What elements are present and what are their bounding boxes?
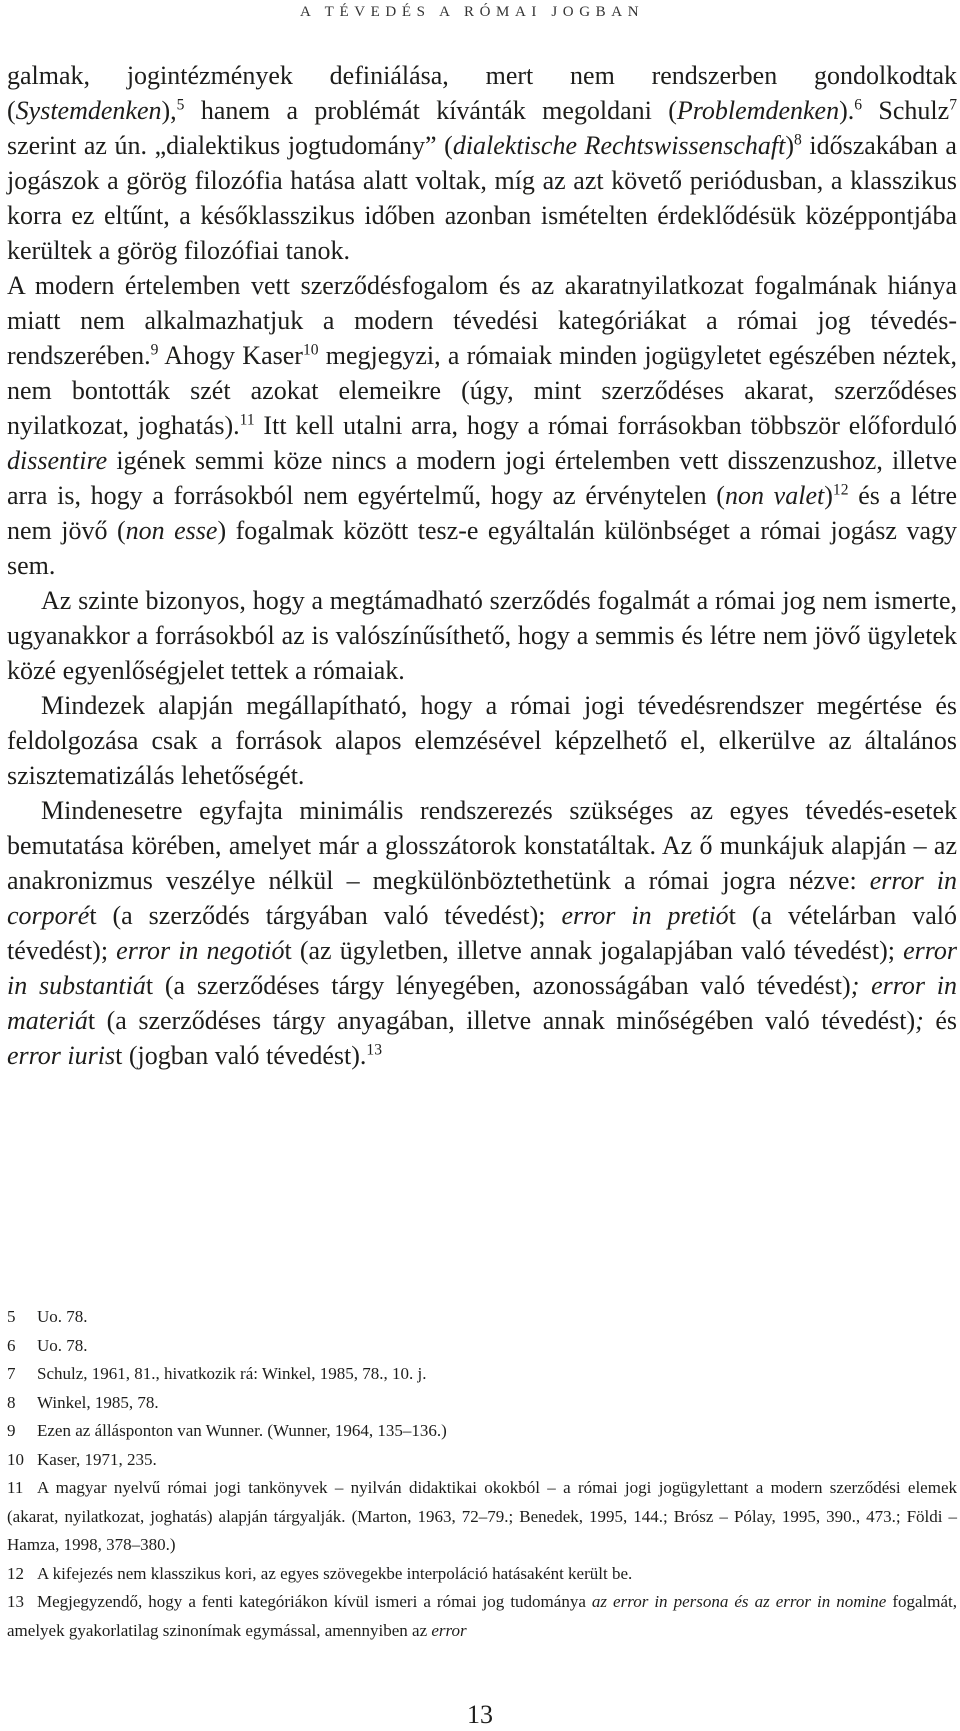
footnote-text: Kaser, 1971, 235. [37,1449,157,1469]
footnote-number: 9 [7,1421,16,1440]
page-number: 13 [467,1700,493,1729]
footnote-ref-9[interactable]: 9 [150,341,159,359]
footnote-number: 10 [7,1449,24,1469]
paragraph-3: Az szinte bizonyos, hogy a megtámadható szerződés fogalmát a római jog nem ismerte, ugyanakkor a forrásokból az is valószínűsíthető, hogy a semmis és létre nem jövő ügyletek közé egyenlőségjelet tettek a rómaiak. [7,586,957,685]
text-run: időszakában a jogászok a görög filozófia hatása alatt voltak, míg az azt követő periódusban, a klasszikus korra ez eltűnt, a későklasszikus időben azonban ismételten érdeklődésük középpontjába kerültek a görög filozófiai tanok. [7,131,957,265]
italic-term: dissentire [7,446,108,475]
italic-term: error in corporé [7,866,957,930]
footnote [7,1588,957,1645]
text-run: Ahogy Kaser [158,341,303,370]
paragraph-1 [7,58,957,268]
footnote-text: Uo. 78. [37,1307,88,1326]
footnote-number: 13 [7,1592,24,1611]
footnote-text: A kifejezés nem klasszikus kori, az egyes szövegekbe interpoláció hatásaként került be. [37,1563,633,1583]
footnote-text: Uo. 78. [37,1335,88,1355]
text-run: Schulz [862,96,950,125]
text-run: hanem a problémát kívánták megoldani ( [184,96,677,125]
footnote-ref-6[interactable]: 6 [854,96,863,114]
footnote-number: 8 [7,1392,16,1412]
footnote-ref-7[interactable]: 7 [949,96,957,114]
footnote [7,1389,957,1418]
running-header: A TÉVEDÉS A RÓMAI JOGBAN [300,4,645,20]
footnote-ref-12[interactable]: 12 [832,481,849,499]
text-run: t (az ügyletben, illetve annak jogalapjában való tévedést); [284,936,904,965]
text-run: Mindenesetre egyfajta minimális rendszerezés szükséges az egyes tévedés-esetek bemutatása körében, amelyet már a glosszátorok konstatáltak. Az ő munkájuk alapján – az anakronizmus veszélye nélkül – megkülönböztethetünk a római jogra nézve: [7,796,957,895]
italic-term: error in negotió [116,936,285,965]
text-run: és [923,1006,957,1035]
text-run: t (a szerződés tárgyában való tévedést); [89,901,562,930]
italic-term: dialektische Rechtswissenschaft [452,131,786,160]
text-run: és a létre nem jövő ( [7,481,958,545]
footnote-ref-8[interactable]: 8 [793,131,802,149]
footnotes [7,1303,957,1645]
italic-term: error in substantiá [7,936,957,1000]
text-run: Itt kell utalni arra, hogy a római forrásokban többször előforduló [254,411,957,440]
footnote [7,1474,957,1560]
footnote-ref-13[interactable]: 13 [366,1041,382,1059]
footnote-ref-5[interactable]: 5 [176,96,185,114]
italic-term: ; [915,1006,924,1035]
footnote-ref-11[interactable]: 11 [239,411,255,429]
main-text [7,58,957,1073]
text-run: ). [839,96,855,125]
footnote-text: Ezen az állásponton van Wunner. (Wunner, 1964, 135–136.) [37,1421,447,1440]
footnote-text: fogalmát, amelyek gyakorlatilag szinonímak egymással, amennyiben az [7,1592,958,1640]
paragraph-4: Mindezek alapján megállapítható, hogy a római jogi tévedésrendszer megértése és feldolgozása csak a források alapos elemzésével képzelhető el, elkerülve az általános szisztematizálás lehetőségét. [7,691,957,790]
italic-term: non esse [125,516,218,545]
footnote [7,1360,957,1389]
text-run: t (jogban való tévedést). [115,1041,367,1070]
footnote-text: Schulz, 1961, 81., hivatkozik rá: Winkel, 1985, 78., 10. j. [37,1364,427,1383]
footnote [7,1303,957,1332]
italic-term: non valet [724,481,825,510]
paragraph-5 [7,793,957,1073]
text-run: megjegyzi, a rómaiak minden jogügyletet egészében néztek, nem bontották szét azokat elemeikre (úgy, mint szerződéses akarat, szerződéses nyilatkozat, joghatás). [7,341,957,440]
text-run: t (a szerződéses tárgy anyagában, illetve annak minőségében való tévedést) [87,1006,916,1035]
footnote-ref-10[interactable]: 10 [302,341,319,359]
text-run: ) fogalmak között tesz-e egyáltalán különbséget a római jogász vagy sem. [7,516,957,580]
text-run: galmak, jogintézmények definiálása, mert nem rendszerben gondolkodtak ( [7,61,957,125]
italic-term: error iuris [7,1041,116,1070]
text-run: ) [824,481,833,510]
text-run: A modern értelemben vett szerződésfogalom és az akaratnyilatkozat fogalmának hiánya miatt nem alkalmazhatjuk a modern tévedési kategóriákat a római jog tévedés-rendszerében. [7,271,957,370]
footnote [7,1417,957,1446]
footnote-number: 5 [7,1307,16,1326]
italic-term: Systemdenken [15,96,162,125]
footnote-text: Winkel, 1985, 78. [37,1392,159,1412]
italic-term: error [431,1620,467,1640]
italic-term: error in pretió [561,901,729,930]
footnote-number: 11 [7,1478,24,1497]
text-run: igének semmi köze nincs a modern jogi értelemben vett disszenzushoz, illetve arra is, hogy a forrásokból nem egyértelmű, hogy az érvénytelen ( [7,446,957,510]
italic-term: ; error in materiá [7,971,958,1035]
italic-term: Problemdenken [676,96,840,125]
footnote [7,1332,957,1361]
footnote-number: 7 [7,1364,16,1383]
text-run: ) [785,131,794,160]
text-run: t (a szerződéses tárgy lényegében, azonosságában való tévedést) [145,971,851,1000]
footnote [7,1446,957,1475]
text-run: t (a vételárban való tévedést); [7,901,958,965]
footnote-number: 6 [7,1335,16,1355]
footnote-number: 12 [7,1563,24,1583]
footnote [7,1560,957,1589]
paragraph-2 [7,268,957,583]
text-run: szerint az ún. „dialektikus jogtudomány” ( [7,131,453,160]
footnote-text: Megjegyzendő, hogy a fenti kategóriákon kívül ismeri a római jog tudománya [37,1592,592,1611]
italic-term: az error in persona és az error in nomine [591,1592,887,1611]
text-run: ), [161,96,177,125]
footnote-text: A magyar nyelvű római jogi tankönyvek – nyilván didaktikai okokból – a római jogi jogügylettant a modern szerződési elemek (akarat, nyilatkozat, joghatás) alapján tárgyalják. (Marton, 1963, 72–79.; Benedek, 1995, 144.; Brósz – Pólay, 1995, 390., 473.; Földi – Hamza, 1998, 378–380.) [7,1478,957,1554]
